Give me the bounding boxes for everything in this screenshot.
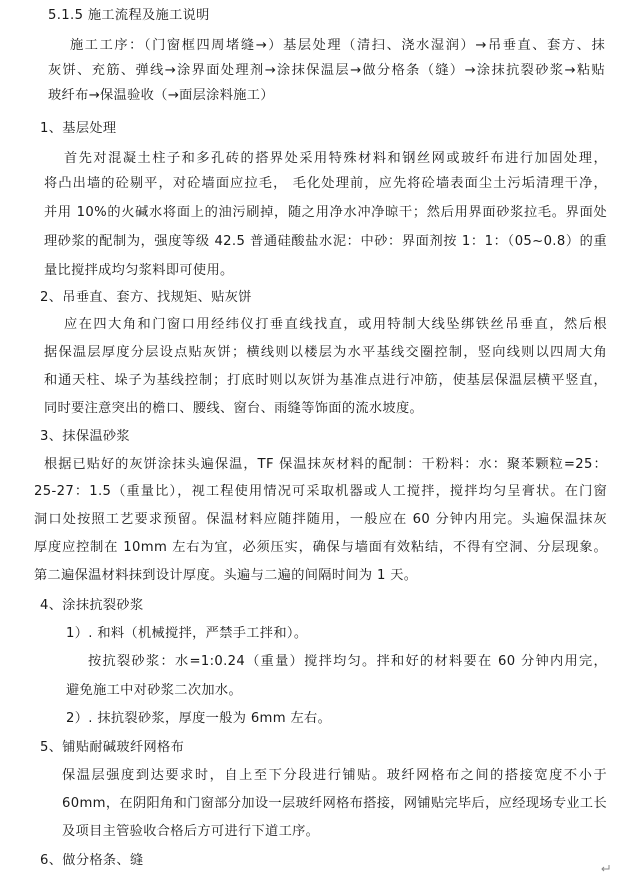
section-3-heading: 3、抹保温砂浆 — [40, 429, 130, 444]
section-2-line-1: 应在四大角和门窗口用经纬仪打垂直线找直，或用特制大线坠绑铁丝吊垂直，然后根 — [64, 317, 607, 332]
process-line-1: 施工工序：（门窗框四周堵缝→）基层处理（清扫、浇水湿润）→吊垂直、套方、抹 — [70, 38, 605, 53]
section-4-item-1-line-2: 避免施工中对砂浆二次加水。 — [66, 683, 242, 698]
section-4-item-1: 1）. 和料（机械搅拌，严禁手工拌和）。 — [66, 626, 308, 641]
paragraph-mark-icon — [600, 864, 610, 872]
section-1-line-1: 首先对混凝土柱子和多孔砖的搭界处采用特殊材料和钢丝网或玻纤布进行加固处理， — [64, 151, 607, 166]
section-2-heading: 2、吊垂直、套方、找规矩、贴灰饼 — [40, 290, 252, 305]
process-line-2: 灰饼、充筋、弹线→涂界面处理剂→涂抹保温层→做分格条（缝）→涂抹抗裂砂浆→粘贴 — [48, 63, 605, 78]
section-1-line-2: 将凸出墙的砼剔平，对砼墙面应拉毛， 毛化处理前，应先将砼墙表面尘土污垢清理干净， — [44, 176, 607, 191]
section-5-line-1: 保温层强度到达要求时，自上至下分段进行铺贴。玻纤网格布之间的搭接宽度不小于 — [62, 768, 607, 783]
section-1-line-4: 理砂浆的配制为，强度等级 42.5 普通硅酸盐水泥：中砂：界面剂按 1：1：（05~0.8）的重 — [44, 234, 607, 249]
section-3-line-4: 厚度应控制在 10mm 左右为宜，必须压实，确保与墙面有效粘结，不得有空洞、分层现象。 — [34, 540, 607, 555]
section-4-heading: 4、涂抹抗裂砂浆 — [40, 598, 144, 613]
section-1-line-3: 并用 10%的火碱水将面上的油污刷掉，随之用净水冲净晾干；然后用界面砂浆拉毛。界面处 — [44, 205, 607, 220]
section-4-item-1-line-1: 按抗裂砂浆：水=1:0.24（重量）搅拌均匀。拌和好的材料要在 60 分钟内用完， — [88, 654, 607, 669]
section-1-line-5: 量比搅拌成均匀浆料即可使用。 — [44, 263, 234, 278]
section-2-line-4: 同时要注意突出的檐口、腰线、窗台、雨缝等饰面的流水坡度。 — [44, 401, 424, 416]
section-2-line-2: 据保温层厚度分层设点贴灰饼；横线则以楼层为水平基线交圈控制，竖向线则以四周大角 — [44, 345, 607, 360]
section-3-line-2: 25-27：1.5（重量比），视工程使用情况可采取机器或人工搅拌，搅拌均匀呈膏状。在门窗 — [34, 484, 607, 499]
section-6-heading: 6、做分格条、缝 — [40, 853, 144, 868]
section-4-item-2: 2）. 抹抗裂砂浆，厚度一般为 6mm 左右。 — [66, 711, 332, 726]
process-line-3: 玻纤布→保温验收（→面层涂料施工） — [48, 88, 274, 103]
section-3-line-5: 第二遍保温材料抹到设计厚度。头遍与二遍的间隔时间为 1 天。 — [34, 568, 418, 583]
section-5-heading: 5、铺贴耐碱玻纤网格布 — [40, 740, 185, 755]
section-2-line-3: 和通天柱、垛子为基线控制；打底时则以灰饼为基准点进行冲筋，使基层保温层横平竖直， — [44, 373, 607, 388]
section-3-line-1: 根据已贴好的灰饼涂抹头遍保温，TF 保温抹灰材料的配制：干粉料：水：聚苯颗粒=25： — [44, 457, 607, 472]
section-5-line-3: 及项目主管验收合格后方可进行下道工序。 — [62, 824, 320, 839]
section-3-line-3: 洞口处按照工艺要求预留。保温材料应随拌随用，一般应在 60 分钟内用完。头遍保温抹灰 — [34, 512, 607, 527]
section-5-line-2: 60mm，在阴阳角和门窗部分加设一层玻纤网格布搭接，网铺贴完毕后，应经现场专业工长 — [62, 796, 607, 811]
section-1-heading: 1、基层处理 — [40, 121, 117, 136]
section-title: 5.1.5 施工流程及施工说明 — [48, 8, 210, 23]
